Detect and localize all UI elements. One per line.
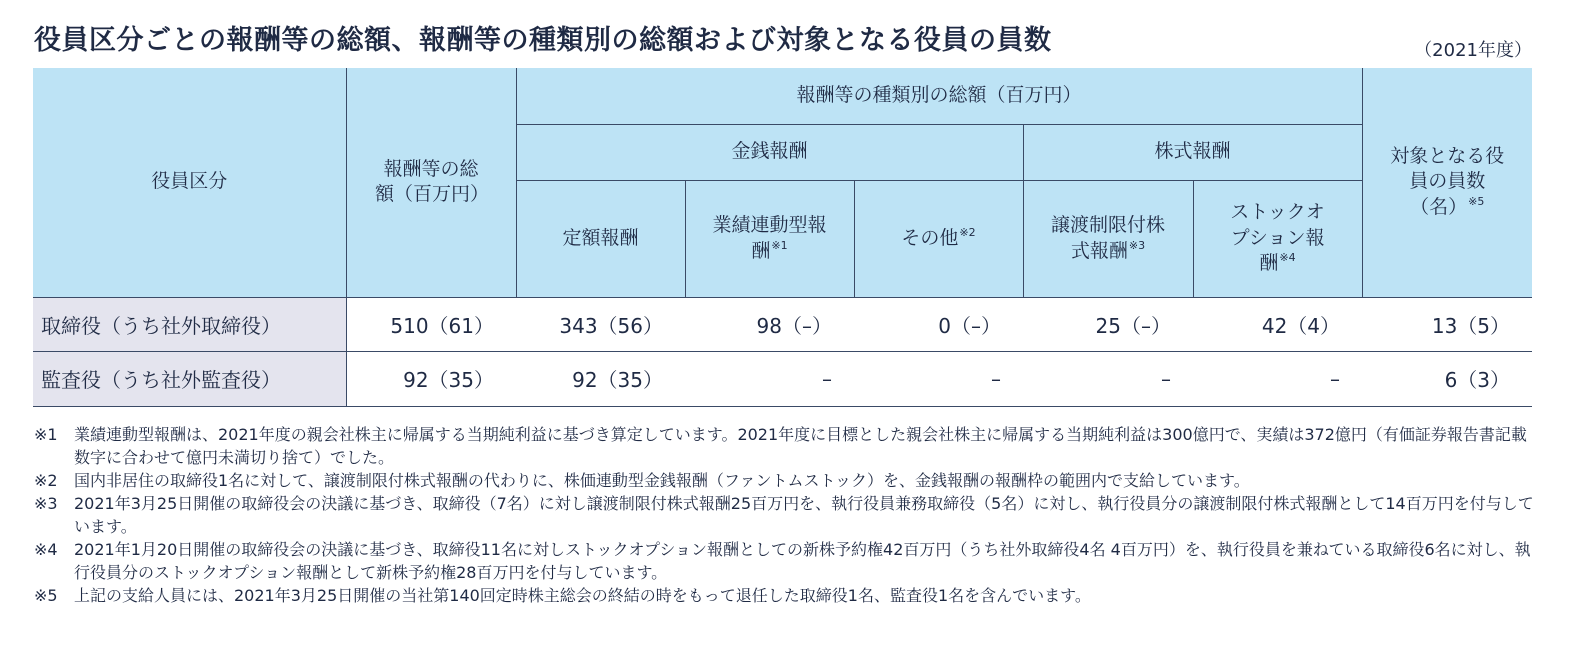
note-ref-4: ※4 [1279, 251, 1296, 265]
cell-fixed: 343（56） [516, 297, 685, 351]
footnote [34, 469, 1534, 492]
header-other-text: その他 [901, 226, 959, 249]
header-count-text: 対象となる役員の員数（名） [1390, 144, 1505, 219]
header-other [854, 180, 1023, 297]
header-fixed: 定額報酬 [516, 180, 685, 297]
footnote-text: 業績連動型報酬は、2021年度の親会社株主に帰属する当期純利益に基づき算定しています。2021年度に目標とした親会社株主に帰属する当期純利益は300億円で、実績は372億円（有価証券報告書記載数字に合わせて億円未満切り捨て）でした。 [74, 425, 1527, 467]
header-restricted [1023, 180, 1193, 297]
cell-count: 6（3） [1362, 351, 1532, 406]
note-ref-2: ※2 [959, 225, 976, 239]
cell-other: – [854, 351, 1023, 406]
footnote-mark: ※1 [34, 425, 58, 444]
compensation-table [33, 68, 1532, 407]
header-monetary: 金銭報酬 [516, 124, 1023, 180]
footnote-mark: ※3 [34, 494, 58, 513]
row-label: 監査役（うち社外監査役） [33, 351, 346, 406]
footnote-text: 上記の支給人員には、2021年3月25日開催の当社第140回定時株主総会の終結の時をもって退任した取締役1名、監査役1名を含んでいます。 [74, 586, 1091, 605]
fiscal-year-label: （2021年度） [1414, 40, 1532, 61]
header-option [1193, 180, 1362, 297]
header-count [1362, 68, 1532, 297]
row-label: 取締役（うち社外取締役） [33, 297, 346, 351]
cell-restricted: 25（–） [1023, 297, 1193, 351]
cell-fixed: 92（35） [516, 351, 685, 406]
table-row [33, 351, 1532, 406]
footnotes [34, 423, 1534, 607]
header-category: 役員区分 [33, 68, 346, 297]
header-performance-text: 業績連動型報酬 [712, 213, 827, 262]
cell-total: 92（35） [346, 351, 516, 406]
cell-count: 13（5） [1362, 297, 1532, 351]
header-performance [685, 180, 854, 297]
cell-other: 0（–） [854, 297, 1023, 351]
footnote-mark: ※5 [34, 586, 58, 605]
footnote-mark: ※2 [34, 471, 58, 490]
cell-performance: 98（–） [685, 297, 854, 351]
note-ref-1: ※1 [771, 238, 788, 252]
page-title: 役員区分ごとの報酬等の総額、報酬等の種類別の総額および対象となる役員の員数 [34, 25, 1052, 56]
table-row [33, 297, 1532, 351]
footnote [34, 423, 1534, 469]
cell-performance: – [685, 351, 854, 406]
footnote-text: 2021年3月25日開催の取締役会の決議に基づき、取締役（7名）に対し譲渡制限付株式報酬25百万円を、執行役員兼務取締役（5名）に対し、執行役員分の譲渡制限付株式報酬として14百万円を付与しています。 [74, 494, 1534, 536]
note-ref-5: ※5 [1468, 195, 1485, 209]
header-by-type: 報酬等の種類別の総額（百万円） [516, 68, 1362, 124]
cell-option: – [1193, 351, 1362, 406]
note-ref-3: ※3 [1128, 238, 1146, 252]
footnote-mark: ※4 [34, 540, 58, 559]
header-total [346, 68, 516, 297]
footnote [34, 492, 1534, 538]
footnote-text: 2021年1月20日開催の取締役会の決議に基づき、取締役11名に対しストックオプション報酬としての新株予約権42百万円（うち社外取締役4名 4百万円）を、執行役員を兼ねている取締役6名に対し、執行役員分のストックオプション報酬として新株予約権28百万円を付与しています。 [74, 540, 1531, 582]
footnote [34, 538, 1534, 584]
header-total-text: 報酬等の総額（百万円） [375, 157, 490, 206]
footnote-text: 国内非居住の取締役1名に対して、譲渡制限付株式報酬の代わりに、株価連動型金銭報酬（ファントムストック）を、金銭報酬の報酬枠の範囲内で支給しています。 [74, 471, 1250, 490]
cell-option: 42（4） [1193, 297, 1362, 351]
header-option-text: ストックオプション報酬 [1230, 201, 1325, 275]
header-stock: 株式報酬 [1023, 124, 1362, 180]
footnote [34, 584, 1534, 607]
header-restricted-text: 譲渡制限付株式報酬 [1050, 213, 1165, 262]
cell-restricted: – [1023, 351, 1193, 406]
cell-total: 510（61） [346, 297, 516, 351]
